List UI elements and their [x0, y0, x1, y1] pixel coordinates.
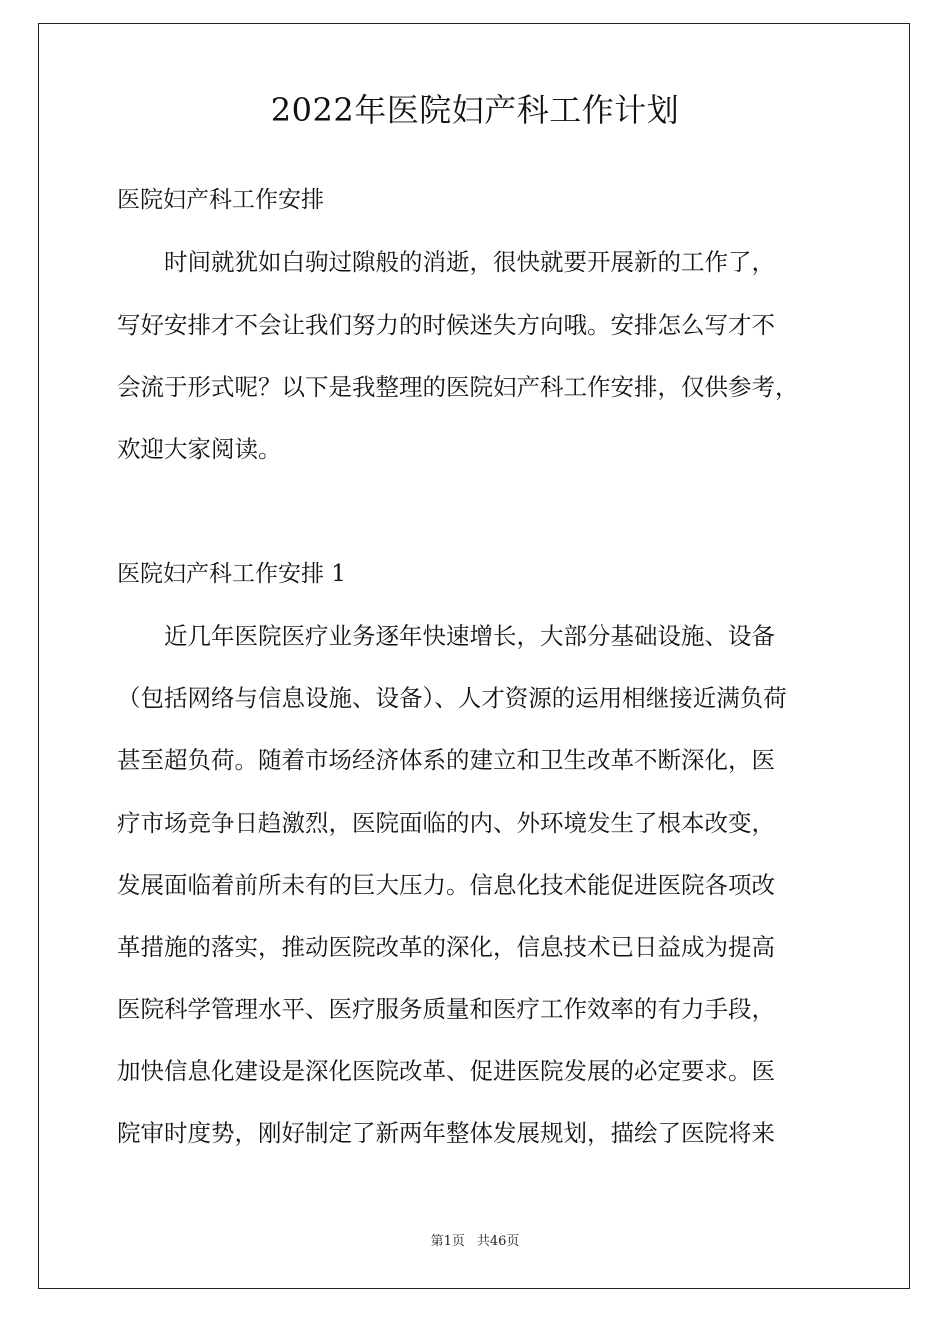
- paragraph-line: 近几年医院医疗业务逐年快速增长，大部分基础设施、设备: [164, 622, 775, 650]
- paragraph-line: 加快信息化建设是深化医院改革、促进医院发展的必定要求。医: [117, 1057, 775, 1085]
- section-heading-intro: 医院妇产科工作安排: [117, 187, 324, 213]
- paragraph-line: 会流于形式呢？以下是我整理的医院妇产科工作安排，仅供参考，: [117, 373, 799, 401]
- paragraph-line: 欢迎大家阅读。: [117, 435, 282, 463]
- paragraph-line: 时间就犹如白驹过隙般的消逝，很快就要开展新的工作了，: [164, 248, 775, 276]
- paragraph-line: 发展面临着前所未有的巨大压力。信息化技术能促进医院各项改: [117, 871, 775, 899]
- section-heading-1: 医院妇产科工作安排 1: [117, 561, 346, 587]
- paragraph-line: 医院科学管理水平、医疗服务质量和医疗工作效率的有力手段，: [117, 995, 775, 1023]
- paragraph-line: 疗市场竞争日趋激烈，医院面临的内、外环境发生了根本改变，: [117, 809, 775, 837]
- paragraph-line: 院审时度势，刚好制定了新两年整体发展规划，描绘了医院将来: [117, 1119, 775, 1147]
- paragraph-line: 甚至超负荷。随着市场经济体系的建立和卫生改革不断深化，医: [117, 746, 775, 774]
- page-footer: [0, 1233, 950, 1251]
- document-title: 2022年医院妇产科工作计划: [270, 91, 680, 129]
- page-number: 第1页: [430, 1234, 465, 1249]
- paragraph-line: （包括网络与信息设施、设备）、人才资源的运用相继接近满负荷: [117, 684, 787, 712]
- paragraph-line: 革措施的落实，推动医院改革的深化，信息技术已日益成为提高: [117, 933, 775, 961]
- paragraph-line: 写好安排才不会让我们努力的时候迷失方向哦。安排怎么写才不: [117, 311, 775, 339]
- page-total: 共46页: [476, 1234, 520, 1249]
